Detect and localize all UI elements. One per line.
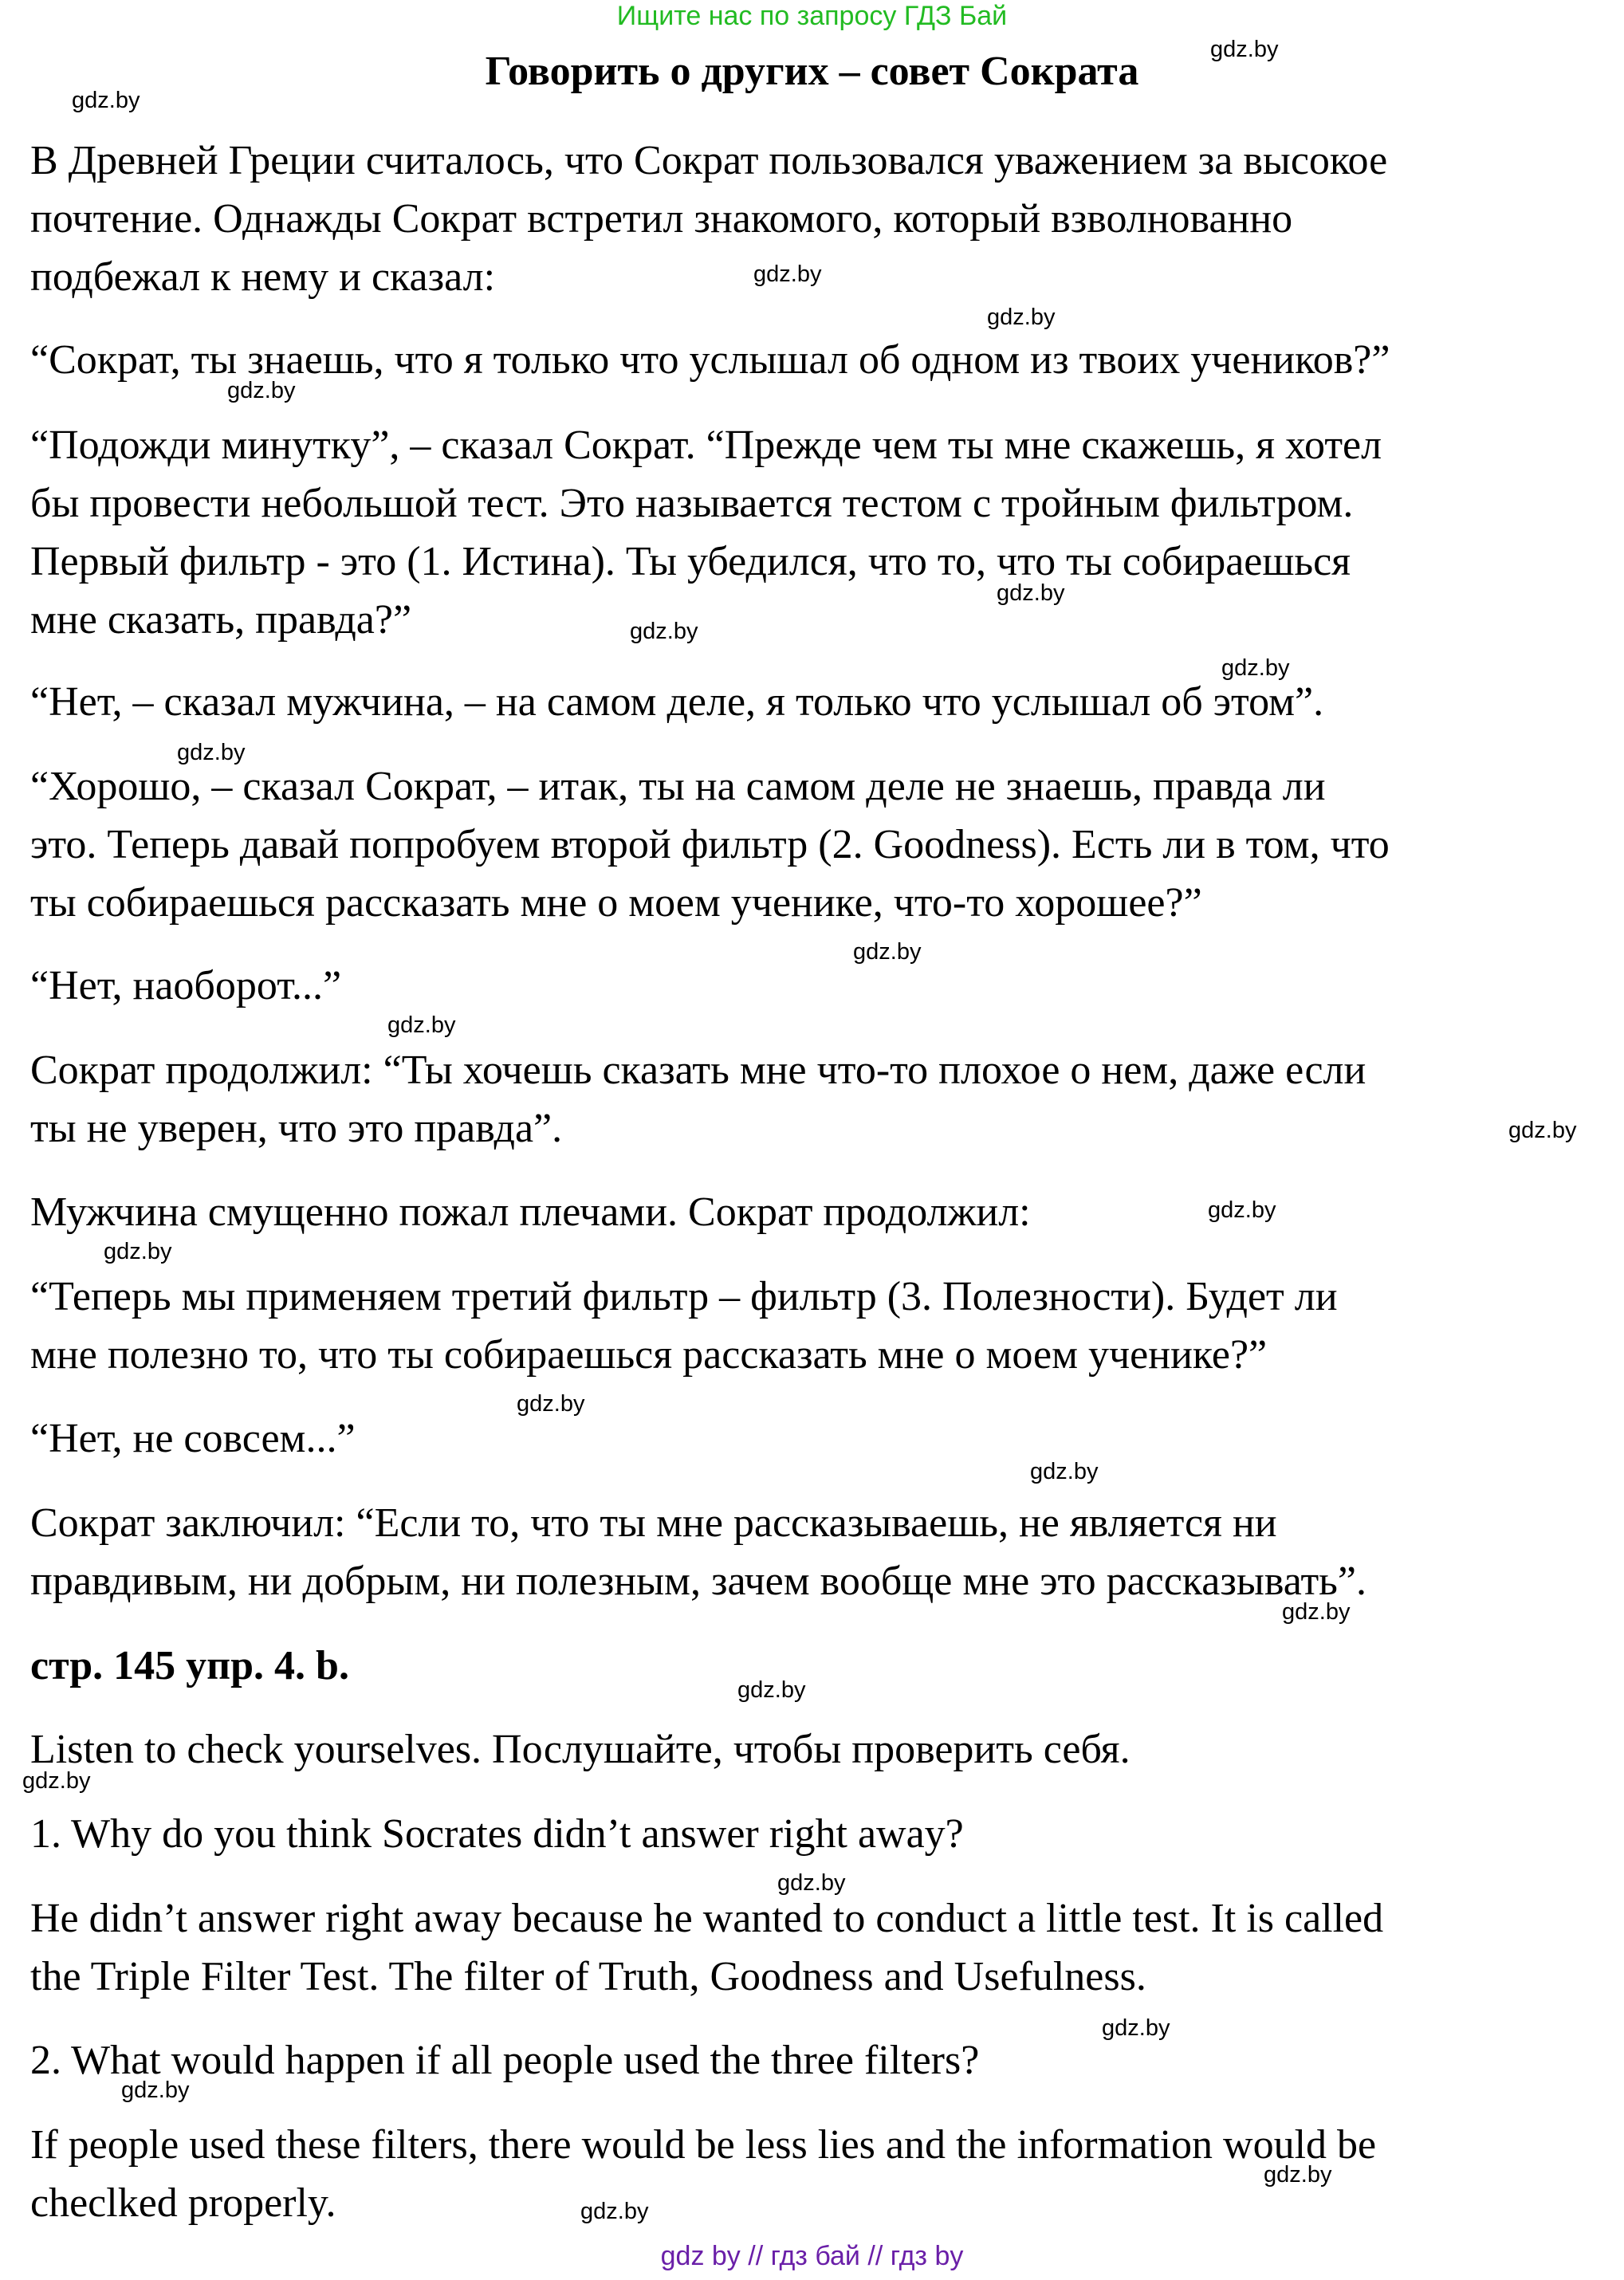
text-line: Сократ заключил: “Если то, что ты мне рассказываешь, не является ни [30,1500,1277,1546]
watermark: gdz.by [387,1012,456,1038]
paragraph [30,1720,1131,1779]
search-banner[interactable]: Ищите нас по запросу ГДЗ Бай [616,1,1008,31]
text-line: “Нет, наоборот...” [30,963,342,1008]
watermark: gdz.by [630,619,698,644]
watermark: gdz.by [853,939,922,965]
watermark: gdz.by [121,2078,190,2103]
watermark: gdz.by [1030,1459,1099,1484]
text-line: почтение. Однажды Сократ встретил знакомого, который взволнованно [30,196,1293,242]
answer [30,2116,1376,2232]
text-line: “Подожди минутку”, – сказал Сократ. “Прежде чем ты мне скажешь, я хотел [30,423,1382,468]
paragraph [30,1183,1031,1241]
paragraph [30,416,1382,649]
text-line: Listen to check yourselves. Послушайте, чтобы проверить себя. [30,1727,1131,1772]
text-line: He didn’t answer right away because he wanted to conduct a little test. It is called [30,1896,1384,1941]
text-line: бы провести небольшой тест. Это называется тестом с тройным фильтром. [30,481,1354,526]
watermark: gdz.by [104,1239,172,1264]
text-line: В Древней Греции считалось, что Сократ пользовался уважением за высокое [30,138,1388,183]
text-line: мне полезно то, что ты собираешься рассказать мне о моем ученике?” [30,1332,1268,1378]
watermark: gdz.by [1508,1118,1577,1143]
watermark: gdz.by [227,378,296,403]
watermark: gdz.by [1264,2162,1332,2188]
watermark: gdz.by [177,740,246,765]
watermark: gdz.by [987,305,1056,330]
paragraph [30,1041,1366,1158]
watermark: gdz.by [1221,655,1290,681]
watermark: gdz.by [753,261,822,287]
text-line: ты собираешься рассказать мне о моем ученике, что-то хорошее?” [30,880,1202,926]
text-line: “Нет, не совсем...” [30,1416,356,1461]
text-line: 2. What would happen if all people used the three filters? [30,2038,980,2083]
paragraph [30,1409,356,1468]
paragraph [30,957,341,1015]
question [30,1805,964,1863]
watermark: gdz.by [737,1677,806,1703]
text-line: checlked properly. [30,2180,336,2226]
text-line: “Хорошо, – сказал Сократ, – итак, ты на самом деле не знаешь, правда ли [30,764,1326,809]
exercise-heading: стр. 145 упр. 4. b. [30,1643,349,1688]
text-line: If people used these filters, there would be less lies and the information would be [30,2122,1377,2168]
text-line: “Сократ, ты знаешь, что я только что услышал об одном из твоих учеников?” [30,337,1390,383]
watermark: gdz.by [72,88,140,113]
text-line: Первый фильтр - это (1. Истина). Ты убедился, что то, что ты собираешься [30,539,1351,584]
text-line: ты не уверен, что это правда”. [30,1106,563,1151]
watermark: gdz.by [777,1870,846,1896]
watermark: gdz.by [1208,1197,1276,1223]
watermark: gdz.by [1102,2015,1170,2041]
answer [30,1889,1383,2006]
text-line: мне сказать, правда?” [30,597,412,643]
watermark: gdz.by [580,2199,649,2224]
text-line: это. Теперь давай попробуем второй фильтр (2. Goodness). Есть ли в том, что [30,822,1390,867]
text-line: подбежал к нему и сказал: [30,254,496,300]
paragraph [30,1494,1366,1610]
footer-links[interactable]: gdz by // гдз бай // гдз by [660,2241,964,2271]
text-line: 1. Why do you think Socrates didn’t answer right away? [30,1811,964,1857]
paragraph [30,1268,1338,1384]
page-title: Говорить о других – совет Сократа [485,49,1139,94]
watermark: gdz.by [22,1768,91,1794]
text-line: “Теперь мы применяем третий фильтр – фильтр (3. Полезности). Будет ли [30,1274,1338,1319]
text-line: Мужчина смущенно пожал плечами. Сократ продолжил: [30,1189,1031,1235]
watermark: gdz.by [997,580,1065,606]
text-line: “Нет, – сказал мужчина, – на самом деле, я только что услышал об этом”. [30,679,1324,725]
paragraph [30,132,1387,306]
text-line: правдивым, ни добрым, ни полезным, зачем вообще мне это рассказывать”. [30,1559,1366,1604]
watermark: gdz.by [1282,1599,1351,1625]
paragraph [30,673,1323,731]
watermark: gdz.by [1210,37,1279,62]
paragraph [30,757,1390,932]
text-line: Сократ продолжил: “Ты хочешь сказать мне что-то плохое о нем, даже если [30,1048,1366,1093]
text-line: the Triple Filter Test. The filter of Truth, Goodness and Usefulness. [30,1954,1146,1999]
watermark: gdz.by [517,1391,585,1417]
